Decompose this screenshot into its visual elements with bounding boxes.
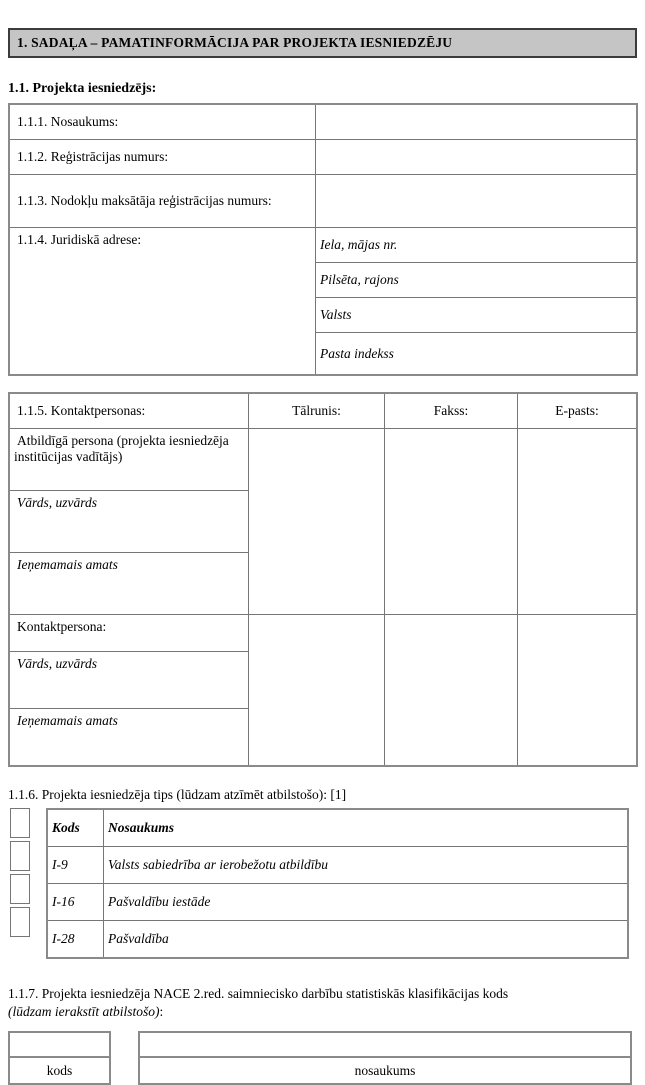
applicant-type-heading: 1.1.6. Projekta iesniedzēja tips (lūdzam atzīmēt atbilstošo): [1] <box>8 787 347 802</box>
row-label-contact-position: Ieņemamais amats <box>9 709 249 767</box>
type-header-name: Nosaukums <box>104 809 629 847</box>
row-label-registracijas-numurs: 1.1.2. Reģistrācijas numurs: <box>9 140 316 175</box>
nace-tables <box>8 1031 645 1085</box>
type-header-code: Kods <box>47 809 104 847</box>
nace-code-table <box>8 1031 111 1085</box>
input-cell-contact-fax[interactable] <box>385 615 518 767</box>
type-checkbox-column <box>10 808 30 940</box>
input-cell-valsts[interactable]: Valsts <box>316 298 638 333</box>
type-name-i9: Valsts sabiedrība ar ierobežotu atbildību <box>104 847 629 884</box>
nace-name-label: nosaukums <box>139 1057 631 1084</box>
nace-heading <box>8 985 637 1021</box>
contacts-table <box>8 392 638 767</box>
applicant-table <box>8 103 638 376</box>
input-cell-responsible-phone[interactable] <box>249 429 385 615</box>
subsection-heading: 1.1. Projekta iesniedzējs: <box>8 81 157 96</box>
section-header-bar <box>8 28 637 58</box>
contacts-header-fax: Fakss: <box>385 393 518 429</box>
input-cell-contact-phone[interactable] <box>249 615 385 767</box>
input-cell-contact-email[interactable] <box>518 615 638 767</box>
type-checkbox-i28[interactable] <box>10 907 30 937</box>
applicant-type-table <box>46 808 629 959</box>
nace-heading-colon: : <box>159 1004 164 1020</box>
input-cell-pilseta[interactable]: Pilsēta, rajons <box>316 263 638 298</box>
row-label-kontaktpersona: Kontaktpersona: <box>9 615 249 652</box>
nace-code-label: kods <box>9 1057 110 1084</box>
contacts-header-email: E-pasts: <box>518 393 638 429</box>
nace-name-table <box>138 1031 632 1085</box>
input-cell-responsible-fax[interactable] <box>385 429 518 615</box>
input-cell-nodoklu-numurs[interactable] <box>316 175 638 228</box>
type-code-i16: I-16 <box>47 884 104 921</box>
contacts-header-label: 1.1.5. Kontaktpersonas: <box>9 393 249 429</box>
row-label-juridiska-adrese: 1.1.4. Juridiskā adrese: <box>9 228 316 376</box>
nace-code-input-cell[interactable] <box>9 1032 110 1057</box>
type-code-i9: I-9 <box>47 847 104 884</box>
row-label-nosaukums: 1.1.1. Nosaukums: <box>9 104 316 140</box>
row-label-contact-name: Vārds, uzvārds <box>9 652 249 709</box>
nace-name-input-cell[interactable] <box>139 1032 631 1057</box>
row-label-atbildiga-persona: Atbildīgā persona (projekta iesniedzēja institūcijas vadītājs) <box>9 429 249 491</box>
applicant-type-section <box>8 808 645 959</box>
row-label-nodoklu-numurs: 1.1.3. Nodokļu maksātāja reģistrācijas numurs: <box>9 175 316 228</box>
type-checkbox-header[interactable] <box>10 808 30 838</box>
row-label-responsible-position: Ieņemamais amats <box>9 553 249 615</box>
input-cell-iela[interactable]: Iela, mājas nr. <box>316 228 638 263</box>
input-cell-registracijas-numurs[interactable] <box>316 140 638 175</box>
contacts-header-phone: Tālrunis: <box>249 393 385 429</box>
type-checkbox-i16[interactable] <box>10 874 30 904</box>
input-cell-nosaukums[interactable] <box>316 104 638 140</box>
nace-heading-italic: (lūdzam ierakstīt atbilstošo) <box>8 1004 160 1020</box>
type-name-i28: Pašvaldība <box>104 921 629 959</box>
type-checkbox-i9[interactable] <box>10 841 30 871</box>
input-cell-responsible-email[interactable] <box>518 429 638 615</box>
type-code-i28: I-28 <box>47 921 104 959</box>
type-name-i16: Pašvaldību iestāde <box>104 884 629 921</box>
row-label-responsible-name: Vārds, uzvārds <box>9 491 249 553</box>
input-cell-pasta-indekss[interactable]: Pasta indekss <box>316 333 638 376</box>
section-header-title: 1. SADAĻA – PAMATINFORMĀCIJA PAR PROJEKTA IESNIEDZĒJU <box>17 35 453 50</box>
nace-heading-main: 1.1.7. Projekta iesniedzēja NACE 2.red. saimniecisko darbību statistiskās klasifikācijas kods <box>8 986 509 1001</box>
